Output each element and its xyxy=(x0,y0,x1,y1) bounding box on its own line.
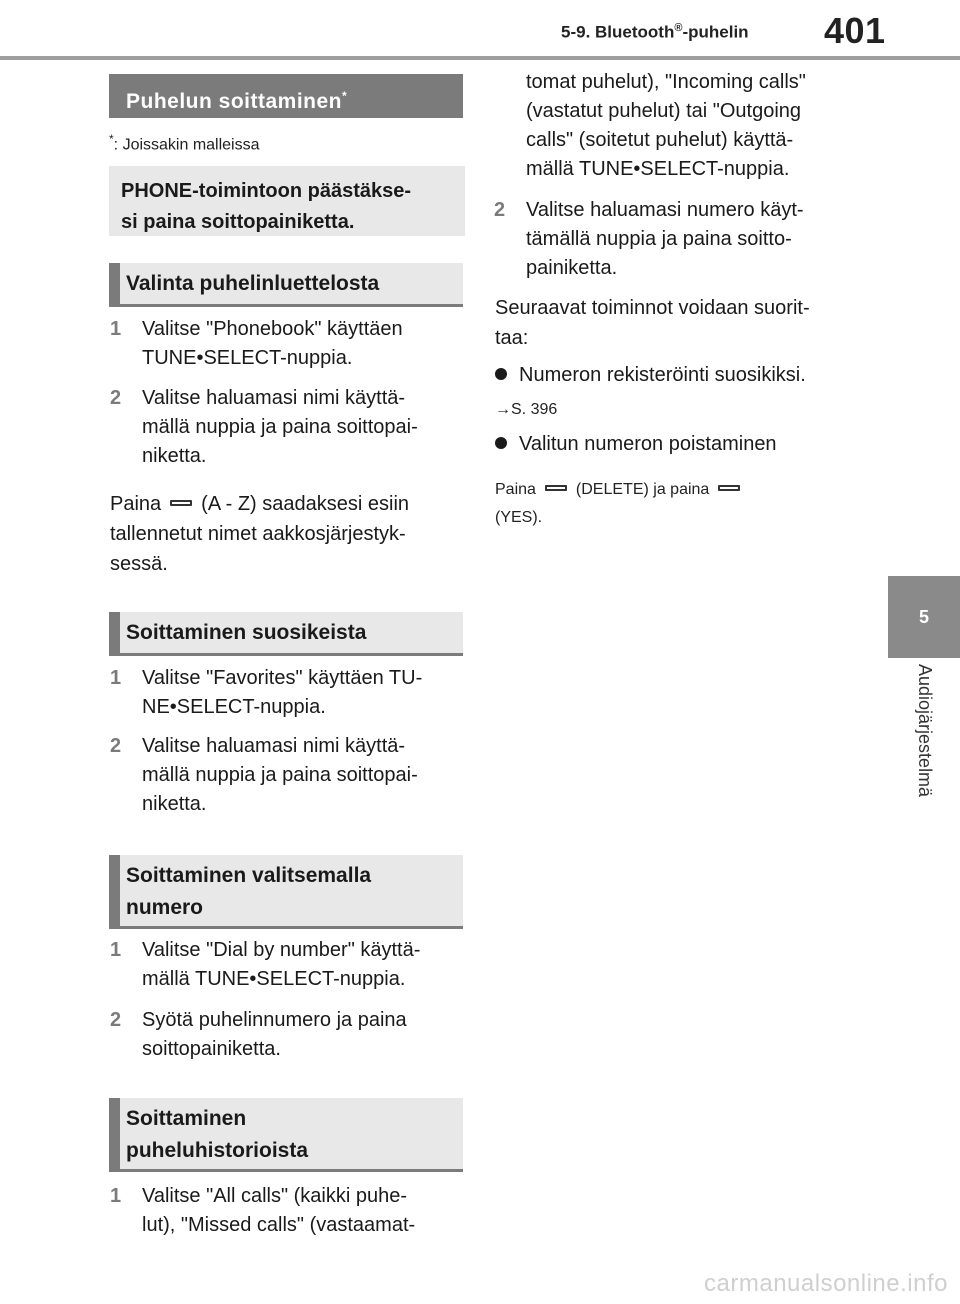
header-rule xyxy=(0,56,960,60)
delete-instructions: Paina (DELETE) ja paina (YES). xyxy=(495,476,749,532)
main-title: Puhelun soittaminen* xyxy=(109,74,463,118)
bullet-icon xyxy=(495,368,507,380)
chapter-label-tab xyxy=(888,664,960,864)
bullet-register-favorite: Numeron rekisteröinti suosikiksi. xyxy=(495,360,806,390)
bullet-icon xyxy=(495,437,507,449)
history-followup: Seuraavat toiminnot voidaan suorit- taa: xyxy=(495,297,810,349)
page-number: 401 xyxy=(824,10,886,51)
button-icon xyxy=(545,485,567,491)
callout-box: PHONE-toimintoon päästäkse- si paina soittopainiketta. xyxy=(109,166,465,236)
heading-history: Soittaminen puheluhistorioista xyxy=(109,1098,463,1172)
button-icon xyxy=(170,500,192,506)
heading-favorites: Soittaminen suosikeista xyxy=(109,612,463,656)
heading-dial: Soittaminen valitsemalla numero xyxy=(109,855,463,929)
section-title: 5-9. Bluetooth®-puhelin xyxy=(561,22,749,42)
watermark: carmanualsonline.info xyxy=(704,1270,948,1297)
chapter-number-tab: 5 xyxy=(888,576,960,658)
button-icon xyxy=(718,485,740,491)
bullet-delete-number: Valitun numeron poistaminen xyxy=(495,429,777,459)
chapter-label: Audiojärjestelmä xyxy=(915,664,935,798)
heading-phonebook: Valinta puhelinluettelosta xyxy=(109,263,463,307)
footnote: *: Joissakin malleissa xyxy=(109,132,260,154)
phonebook-note: Paina (A - Z) saadaksesi esiin tallennetut nimet aakkosjärjestyk- sessä. xyxy=(110,493,410,575)
page-reference: →S. 396 xyxy=(495,401,558,418)
